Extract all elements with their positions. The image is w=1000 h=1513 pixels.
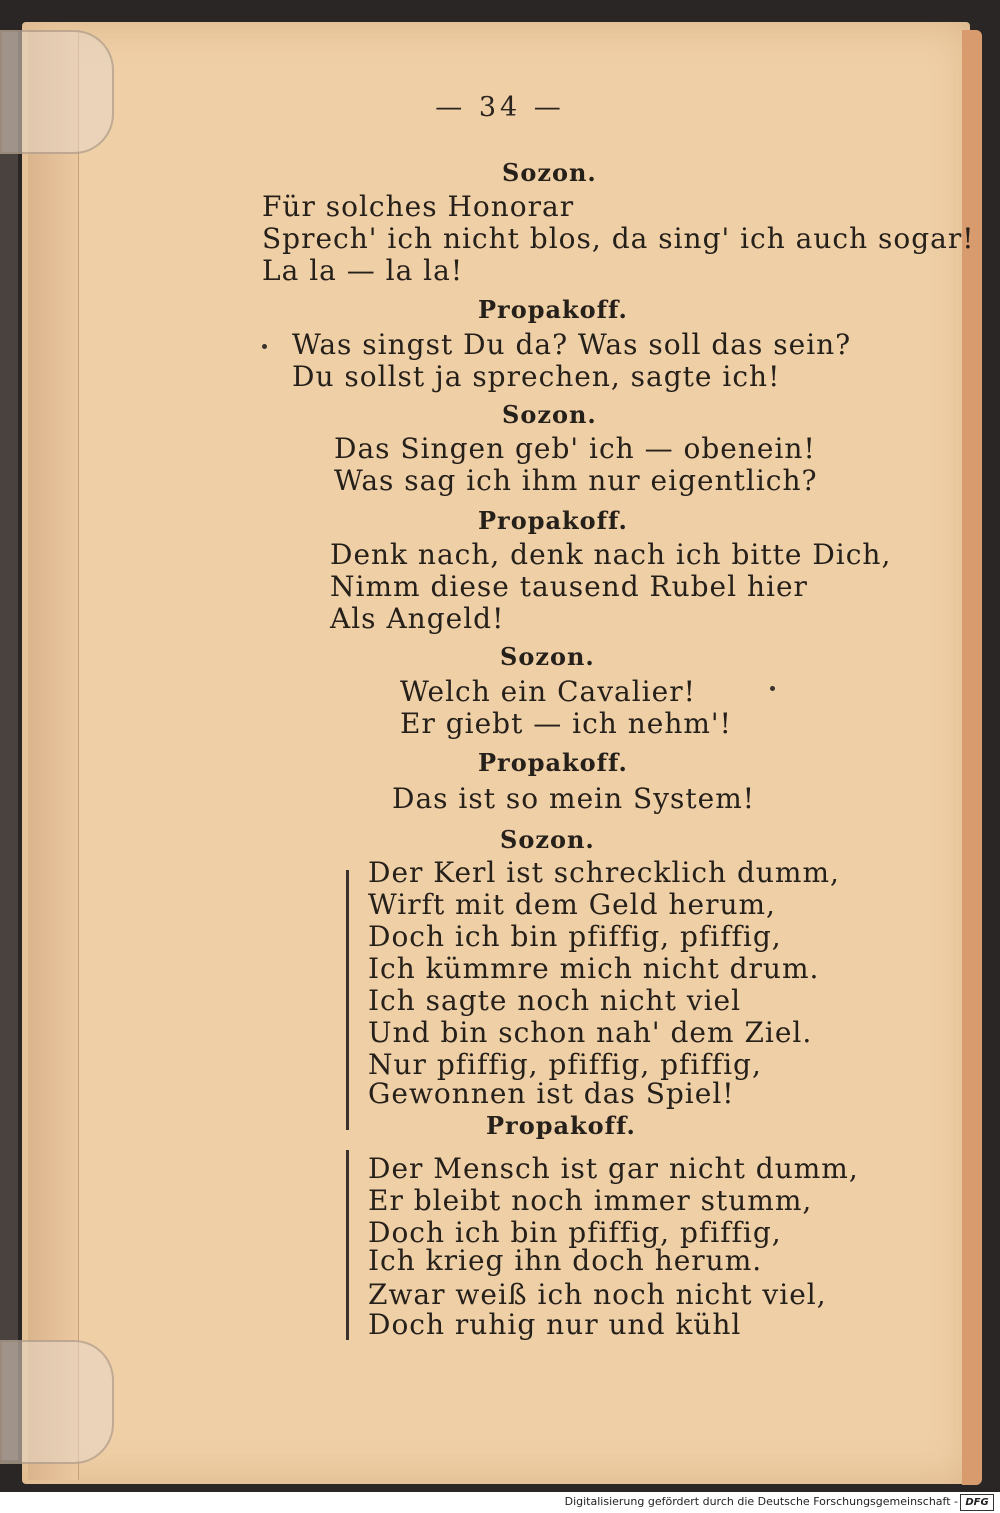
verse-line: Wirft mit dem Geld herum, bbox=[368, 888, 776, 921]
verse-line: Doch ich bin pfiffig, pfiffig, bbox=[368, 1216, 782, 1249]
speaker-name: Sozon. bbox=[500, 642, 595, 671]
verse-line: La la — la la! bbox=[262, 254, 464, 287]
verse-line: Nimm diese tausend Rubel hier bbox=[330, 570, 808, 603]
verse-line: Zwar weiß ich noch nicht viel, bbox=[368, 1278, 827, 1311]
verse-line: Er giebt — ich nehm'! bbox=[400, 707, 732, 740]
verse-line: Ich sagte noch nicht viel bbox=[368, 984, 742, 1017]
page-number: — 34 — bbox=[435, 92, 565, 123]
funding-credit: Digitalisierung gefördert durch die Deutsche Forschungsgemeinschaft - bbox=[564, 1495, 958, 1508]
verse-line: Für solches Honorar bbox=[262, 190, 575, 223]
page-clip-bottom bbox=[0, 1340, 114, 1464]
speaker-name: Propakoff. bbox=[478, 295, 628, 324]
verse-line: Der Kerl ist schrecklich dumm, bbox=[368, 856, 840, 889]
verse-line: Nur pfiffig, pfiffig, pfiffig, bbox=[368, 1048, 762, 1081]
verse-line: Ich krieg ihn doch herum. bbox=[368, 1244, 763, 1277]
ink-speck bbox=[770, 686, 775, 691]
speaker-name: Propakoff. bbox=[486, 1111, 636, 1140]
margin-mark bbox=[262, 344, 267, 349]
speaker-name: Sozon. bbox=[502, 400, 597, 429]
speaker-name: Sozon. bbox=[500, 825, 595, 854]
verse-line: Der Mensch ist gar nicht dumm, bbox=[368, 1152, 859, 1185]
page-stack-edge bbox=[28, 30, 79, 1480]
verse-line: Du sollst ja sprechen, sagte ich! bbox=[292, 360, 781, 393]
speaker-name: Sozon. bbox=[502, 158, 597, 187]
verse-line: Und bin schon nah' dem Ziel. bbox=[368, 1016, 813, 1049]
footer-bar bbox=[0, 1492, 1000, 1513]
verse-line: Das ist so mein System! bbox=[392, 782, 756, 815]
verse-line: Doch ruhig nur und kühl bbox=[368, 1308, 742, 1341]
verse-line: Als Angeld! bbox=[330, 602, 505, 635]
speaker-name: Propakoff. bbox=[478, 506, 628, 535]
verse-line: Doch ich bin pfiffig, pfiffig, bbox=[368, 920, 782, 953]
verse-line: Denk nach, denk nach ich bitte Dich, bbox=[330, 538, 892, 571]
verse-line: Welch ein Cavalier! bbox=[400, 675, 696, 708]
dfg-logo: DFG bbox=[960, 1494, 994, 1511]
verse-line: Das Singen geb' ich — obenein! bbox=[334, 432, 816, 465]
duet-brace-top bbox=[346, 870, 349, 1130]
verse-line: Was sag ich ihm nur eigentlich? bbox=[334, 464, 818, 497]
verse-line: Er bleibt noch immer stumm, bbox=[368, 1184, 813, 1217]
verse-line: Was singst Du da? Was soll das sein? bbox=[292, 328, 852, 361]
duet-brace-bottom bbox=[346, 1150, 349, 1340]
verse-line: Ich kümmre mich nicht drum. bbox=[368, 952, 820, 985]
verse-line: Sprech' ich nicht blos, da sing' ich auch sogar! bbox=[262, 222, 975, 255]
verse-line: Gewonnen ist das Spiel! bbox=[368, 1077, 735, 1110]
speaker-name: Propakoff. bbox=[478, 748, 628, 777]
clip-band bbox=[0, 30, 18, 1460]
